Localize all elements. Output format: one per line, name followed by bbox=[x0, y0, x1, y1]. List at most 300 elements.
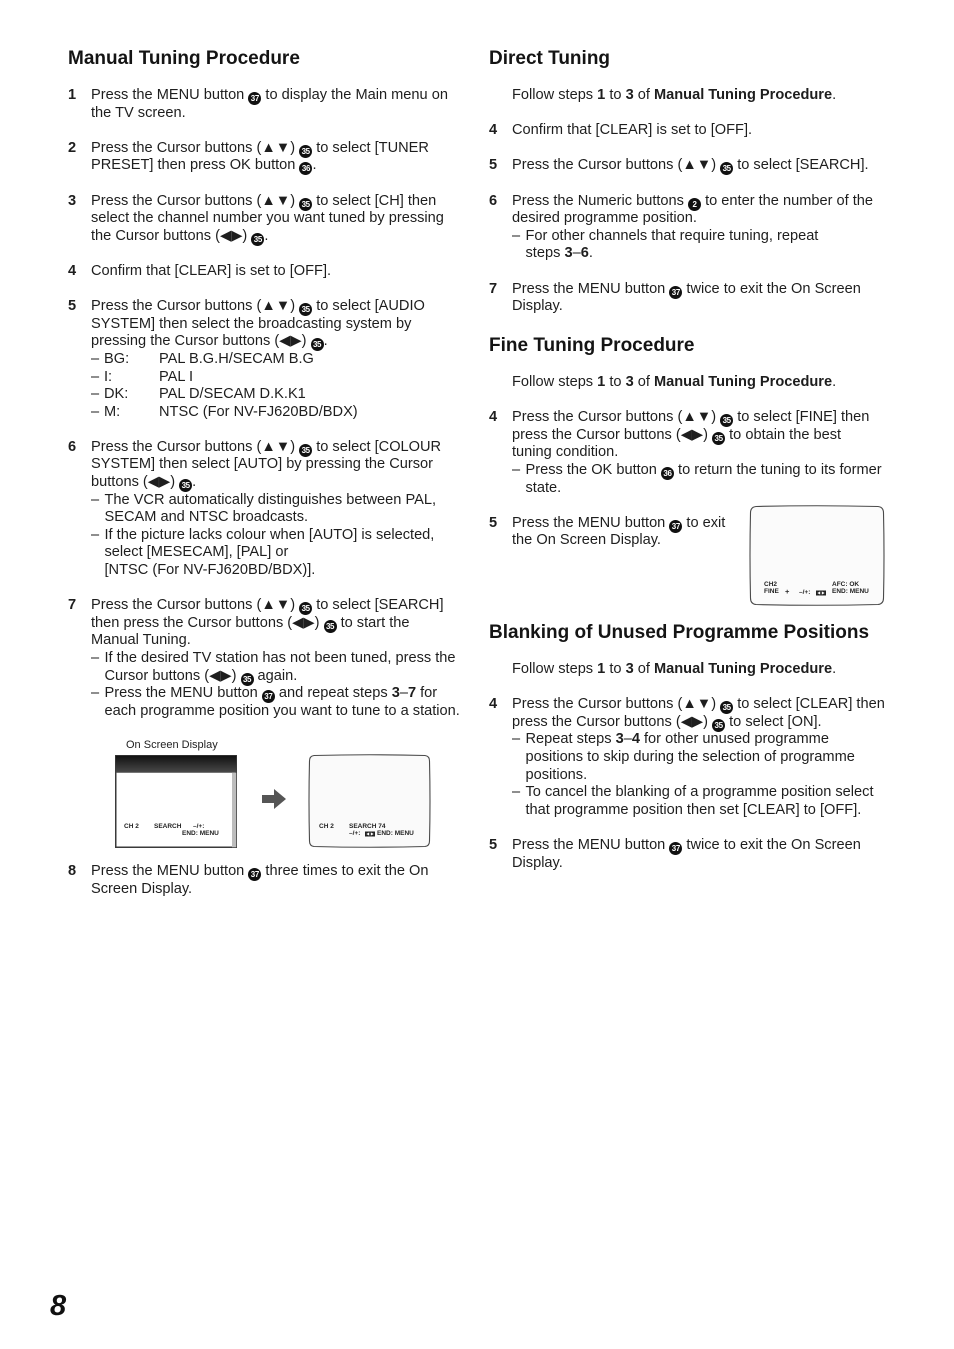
step-number: 5 bbox=[489, 157, 498, 174]
text-segment: . bbox=[323, 333, 328, 350]
osd-diagram bbox=[68, 738, 468, 848]
text-segment: . bbox=[264, 227, 269, 244]
text-line bbox=[91, 456, 468, 474]
text-line bbox=[91, 881, 468, 899]
text-line bbox=[91, 439, 468, 457]
indent-spacer bbox=[489, 87, 512, 105]
step-number: 4 bbox=[489, 122, 498, 139]
button-number-badge: 35 bbox=[324, 620, 337, 633]
osd-mode: SEARCH 74 bbox=[349, 822, 386, 830]
text-segment: select [MESECAM], [PAL] or bbox=[104, 544, 289, 561]
steps-list bbox=[68, 87, 468, 720]
text-segment: twice to exit the On Screen bbox=[682, 836, 861, 853]
bold-text: Manual Tuning Procedure bbox=[653, 661, 833, 677]
intro-text bbox=[489, 374, 909, 392]
text-line bbox=[526, 767, 855, 785]
text-line bbox=[105, 562, 435, 580]
note-text bbox=[105, 650, 456, 685]
text-segment: Repeat steps bbox=[525, 731, 616, 748]
list-dash: – bbox=[91, 526, 100, 543]
text-segment: Press the Cursor buttons (▲▼) bbox=[512, 696, 721, 713]
osd-channel: CH 2 bbox=[319, 822, 334, 830]
text-segment: Follow steps bbox=[512, 661, 598, 677]
text-line bbox=[512, 193, 909, 211]
page-number: 8 bbox=[50, 1290, 67, 1322]
intro-text bbox=[489, 661, 909, 679]
note-item bbox=[91, 492, 468, 527]
note-item bbox=[91, 650, 468, 685]
note-text bbox=[105, 492, 437, 527]
text-segment: . bbox=[832, 374, 837, 390]
step-body bbox=[91, 193, 468, 246]
text-line bbox=[512, 281, 909, 299]
button-number-badge: 35 bbox=[299, 198, 312, 211]
text-line bbox=[526, 480, 882, 498]
button-number-badge: 35 bbox=[299, 444, 312, 457]
step-6 bbox=[489, 193, 909, 263]
text-segment: Press the Cursor buttons (▲▼) bbox=[512, 157, 721, 174]
list-dash: – bbox=[91, 685, 100, 702]
text-segment: buttons (◀▶) bbox=[91, 474, 180, 491]
indent-spacer bbox=[489, 374, 512, 392]
button-number-badge: 37 bbox=[669, 842, 682, 855]
text-segment: . bbox=[832, 87, 837, 103]
text-segment: tuning condition. bbox=[512, 444, 619, 461]
text-line bbox=[91, 316, 468, 334]
list-dash: – bbox=[512, 227, 521, 244]
text-line bbox=[91, 140, 468, 158]
osd-end-hint: END: MENU bbox=[182, 829, 219, 837]
steps-list bbox=[68, 863, 468, 898]
system-code: M: bbox=[104, 403, 121, 420]
text-segment: desired programme position. bbox=[512, 210, 697, 227]
text-segment: PRESET] then press OK button bbox=[91, 157, 300, 174]
text-line bbox=[526, 228, 819, 246]
osd-afc-status: AFC: OK bbox=[832, 581, 860, 588]
step-number: 7 bbox=[68, 597, 77, 614]
step-body bbox=[512, 87, 909, 105]
text-segment: to select [COLOUR bbox=[312, 438, 442, 455]
step-7 bbox=[68, 597, 468, 720]
button-number-badge: 37 bbox=[669, 520, 682, 533]
note-item bbox=[512, 462, 909, 497]
text-segment: each programme position you want to tune to a station. bbox=[104, 702, 460, 719]
text-line bbox=[91, 597, 468, 615]
text-line bbox=[91, 474, 468, 492]
text-segment: Press the Cursor buttons (▲▼) bbox=[91, 192, 300, 209]
text-line bbox=[512, 298, 909, 316]
text-line bbox=[526, 462, 882, 480]
text-segment: . bbox=[312, 157, 317, 174]
bold-text: 3 bbox=[564, 245, 573, 262]
text-segment: that programme position then set [CLEAR] to [OFF]. bbox=[525, 801, 862, 818]
note-item bbox=[91, 685, 468, 720]
step-1 bbox=[68, 87, 468, 122]
text-segment: to bbox=[605, 374, 626, 390]
bold-text: Manual Tuning Procedure bbox=[653, 374, 833, 390]
tv-screen-after bbox=[308, 754, 431, 848]
step-number: 3 bbox=[68, 192, 77, 209]
text-segment: Cursor buttons (◀▶) bbox=[104, 667, 241, 684]
osd-end-hint: END: MENU bbox=[832, 588, 869, 595]
button-number-badge: 35 bbox=[251, 233, 264, 246]
text-segment: state. bbox=[525, 479, 562, 496]
text-line bbox=[91, 333, 468, 351]
text-segment: the Cursor buttons (◀▶) bbox=[91, 227, 252, 244]
text-segment: [NTSC (For NV-FJ620BD/BDX)]. bbox=[104, 562, 316, 579]
step-body bbox=[512, 837, 909, 872]
note-text bbox=[526, 731, 855, 784]
text-segment: Press the Cursor buttons (▲▼) bbox=[91, 139, 300, 156]
osd-label: On Screen Display bbox=[126, 738, 218, 751]
list-dash: – bbox=[91, 386, 100, 403]
bold-text: 3 bbox=[615, 731, 624, 748]
text-segment: Press the MENU button bbox=[512, 836, 670, 853]
list-dash: – bbox=[512, 461, 521, 478]
step-body bbox=[512, 157, 909, 175]
text-segment: Press the Cursor buttons (▲▼) bbox=[91, 438, 300, 455]
step-number: 4 bbox=[68, 262, 77, 279]
step-5 bbox=[489, 837, 909, 872]
text-line bbox=[91, 863, 468, 881]
text-segment: to select [AUDIO bbox=[312, 298, 425, 315]
text-line bbox=[512, 696, 909, 714]
broadcast-system-row bbox=[91, 386, 468, 404]
step-3 bbox=[68, 193, 468, 246]
text-line bbox=[512, 374, 909, 392]
text-segment: of bbox=[633, 374, 654, 390]
step-body bbox=[91, 298, 468, 421]
button-number-badge: 36 bbox=[299, 162, 312, 175]
text-segment: press the Cursor buttons (◀▶) bbox=[512, 713, 713, 730]
text-line bbox=[91, 632, 468, 650]
indent-spacer bbox=[489, 661, 512, 679]
text-segment: – bbox=[623, 731, 632, 748]
button-number-badge: 35 bbox=[299, 602, 312, 615]
text-segment: the TV screen. bbox=[91, 104, 186, 121]
button-number-badge: 35 bbox=[712, 719, 725, 732]
text-segment: – bbox=[572, 245, 581, 262]
section-direct-tuning bbox=[489, 48, 909, 333]
text-segment: Press the Cursor buttons (▲▼) bbox=[91, 597, 300, 614]
text-segment: . bbox=[192, 474, 197, 491]
text-line bbox=[526, 245, 819, 263]
text-segment: to exit bbox=[682, 514, 726, 531]
note-item bbox=[512, 784, 909, 819]
button-number-badge: 37 bbox=[262, 690, 275, 703]
text-segment: for other unused programme bbox=[639, 731, 829, 748]
text-segment: to display the Main menu on bbox=[261, 87, 448, 103]
step-body bbox=[91, 439, 468, 580]
steps-list bbox=[489, 661, 909, 872]
button-number-badge: 35 bbox=[720, 162, 733, 175]
step-body bbox=[512, 696, 909, 819]
text-segment: Screen Display. bbox=[91, 880, 193, 897]
bold-text: Manual Tuning Procedure bbox=[653, 87, 833, 103]
section-heading: Manual Tuning Procedure bbox=[68, 48, 300, 69]
step-body bbox=[91, 87, 468, 122]
note-text bbox=[105, 527, 435, 580]
text-segment: To cancel the blanking of a programme position select bbox=[525, 784, 874, 801]
text-segment: and repeat steps bbox=[274, 685, 392, 702]
list-dash: – bbox=[91, 368, 100, 385]
system-description: NTSC (For NV-FJ620BD/BDX) bbox=[159, 403, 358, 420]
cursor-buttons-icon bbox=[816, 590, 826, 596]
section-fine-tuning bbox=[489, 335, 909, 596]
section-heading: Direct Tuning bbox=[489, 48, 611, 69]
text-segment: press the Cursor buttons (◀▶) bbox=[512, 426, 713, 443]
text-segment: to start the bbox=[336, 614, 410, 631]
text-line bbox=[512, 122, 909, 140]
osd-plus-sign: + bbox=[785, 587, 790, 596]
step-body bbox=[512, 122, 909, 140]
text-segment: to select [SEARCH]. bbox=[733, 157, 869, 174]
right-arrow-icon bbox=[262, 789, 286, 809]
bold-text: 3 bbox=[625, 87, 634, 103]
text-segment: Press the OK button bbox=[525, 461, 661, 478]
step-body bbox=[91, 597, 468, 720]
osd-adjust-hint: –/+: bbox=[799, 589, 811, 596]
step-body bbox=[91, 863, 468, 898]
button-number-badge: 35 bbox=[712, 432, 725, 445]
note-text bbox=[105, 685, 460, 720]
text-segment: the On Screen Display. bbox=[512, 532, 661, 549]
step-body bbox=[91, 263, 468, 281]
broadcast-system-row bbox=[91, 404, 468, 422]
step-5 bbox=[68, 298, 468, 421]
text-segment: to select [TUNER bbox=[312, 139, 429, 156]
text-line bbox=[512, 661, 909, 679]
step-4 bbox=[489, 122, 909, 140]
text-segment: pressing the Cursor buttons (◀▶) bbox=[91, 333, 311, 350]
step-5 bbox=[489, 157, 909, 175]
text-line bbox=[512, 427, 909, 445]
text-segment: to select [ON]. bbox=[725, 713, 822, 730]
text-segment: If the desired TV station has not been tuned, press the bbox=[104, 650, 456, 666]
bold-text: 4 bbox=[631, 731, 640, 748]
step-number: 4 bbox=[489, 696, 498, 713]
step-number: 6 bbox=[68, 438, 77, 455]
button-number-badge: 35 bbox=[299, 303, 312, 316]
note-text bbox=[526, 462, 882, 497]
text-segment: to return the tuning to its former bbox=[673, 461, 882, 478]
text-segment: . bbox=[588, 245, 593, 262]
text-line bbox=[91, 298, 468, 316]
text-line bbox=[526, 802, 874, 820]
text-line bbox=[91, 157, 468, 175]
text-segment: Press the Cursor buttons (▲▼) bbox=[91, 298, 300, 315]
text-line bbox=[512, 157, 909, 175]
step-number: 8 bbox=[68, 862, 77, 879]
step-body bbox=[91, 140, 468, 175]
text-segment: to enter the number of the bbox=[701, 192, 874, 209]
text-segment: of bbox=[633, 87, 654, 103]
text-line bbox=[526, 784, 874, 802]
system-code: I: bbox=[104, 368, 113, 385]
note-item bbox=[512, 228, 909, 263]
bold-text: 1 bbox=[597, 87, 606, 103]
text-line bbox=[512, 714, 909, 732]
text-segment: Press the MENU button bbox=[91, 87, 249, 103]
system-code: BG: bbox=[104, 350, 130, 367]
step-body bbox=[512, 409, 909, 497]
text-segment: three times to exit the On bbox=[261, 862, 429, 879]
list-dash: – bbox=[91, 650, 100, 666]
text-segment: again. bbox=[253, 667, 298, 684]
text-line bbox=[512, 409, 909, 427]
text-segment: SECAM and NTSC broadcasts. bbox=[104, 509, 309, 526]
text-segment: Follow steps bbox=[512, 374, 598, 390]
button-number-badge: 35 bbox=[720, 414, 733, 427]
text-segment: to select [CH] then bbox=[312, 192, 437, 209]
text-segment: If the picture lacks colour when [AUTO] is selected, bbox=[104, 526, 435, 543]
step-number: 5 bbox=[489, 836, 498, 853]
text-line bbox=[91, 193, 468, 211]
list-dash: – bbox=[91, 403, 100, 420]
button-number-badge: 37 bbox=[248, 92, 261, 105]
bold-text: 6 bbox=[580, 245, 589, 262]
text-segment: Press the Numeric buttons bbox=[512, 192, 689, 209]
section-manual-tuning bbox=[68, 48, 468, 916]
note-text bbox=[526, 228, 819, 263]
text-segment: SYSTEM] then select the broadcasting system by bbox=[91, 315, 412, 332]
text-segment: select the channel number you want tuned by pressing bbox=[91, 210, 444, 227]
text-segment: to bbox=[605, 661, 626, 677]
step-number: 5 bbox=[489, 514, 498, 531]
osd-adjust-hint: –/+: bbox=[349, 829, 361, 837]
step-number: 5 bbox=[68, 298, 77, 315]
bold-text: 1 bbox=[597, 374, 606, 390]
section-heading: Blanking of Unused Programme Positions bbox=[489, 622, 870, 643]
list-dash: – bbox=[91, 350, 100, 367]
tv-screen-before bbox=[115, 755, 237, 848]
bold-text: 3 bbox=[625, 661, 634, 677]
button-number-badge: 37 bbox=[669, 286, 682, 299]
text-line bbox=[105, 685, 460, 703]
text-segment: Press the Cursor buttons (▲▼) bbox=[512, 409, 721, 426]
note-text bbox=[526, 784, 874, 819]
text-segment: Follow steps bbox=[512, 87, 598, 103]
text-line bbox=[105, 544, 435, 562]
step-body bbox=[512, 661, 909, 679]
text-line bbox=[91, 263, 468, 281]
osd-channel: CH 2 bbox=[124, 822, 139, 830]
button-number-badge: 35 bbox=[720, 701, 733, 714]
text-line bbox=[91, 87, 468, 105]
text-segment: to bbox=[605, 87, 626, 103]
note-item bbox=[512, 731, 909, 784]
text-segment: – bbox=[399, 685, 408, 702]
section-blanking bbox=[489, 622, 909, 890]
step-number: 2 bbox=[68, 139, 77, 156]
step-8 bbox=[68, 863, 468, 898]
tv-screen-fine bbox=[749, 505, 885, 606]
step-body bbox=[512, 374, 909, 392]
text-segment: Display. bbox=[512, 298, 563, 315]
text-line bbox=[105, 668, 456, 686]
button-number-badge: 35 bbox=[311, 338, 324, 351]
broadcast-system-row bbox=[91, 369, 468, 387]
text-line bbox=[91, 615, 468, 633]
section-heading: Fine Tuning Procedure bbox=[489, 335, 695, 356]
text-segment: Manual Tuning. bbox=[91, 632, 191, 649]
osd-mode: SEARCH bbox=[154, 822, 182, 830]
step-4 bbox=[489, 696, 909, 819]
button-number-badge: 35 bbox=[241, 673, 254, 686]
osd-mode: FINE bbox=[764, 588, 779, 595]
text-segment: Confirm that [CLEAR] is set to [OFF]. bbox=[91, 262, 332, 279]
step-number: 6 bbox=[489, 192, 498, 209]
text-segment: twice to exit the On Screen bbox=[682, 280, 861, 297]
text-line bbox=[105, 650, 456, 668]
text-line bbox=[512, 837, 909, 855]
text-segment: of bbox=[633, 661, 654, 677]
system-description: PAL B.G.H/SECAM B.G bbox=[159, 350, 314, 367]
text-segment: to obtain the best bbox=[725, 426, 842, 443]
text-line bbox=[91, 105, 468, 123]
text-line bbox=[526, 731, 855, 749]
text-line bbox=[526, 749, 855, 767]
broadcast-system-row bbox=[91, 351, 468, 369]
text-line bbox=[512, 87, 909, 105]
text-segment: Press the MENU button bbox=[512, 514, 670, 531]
text-line bbox=[105, 703, 460, 721]
text-segment: Press the MENU button bbox=[104, 685, 262, 702]
text-segment: SYSTEM] then select [AUTO] by pressing the Cursor bbox=[91, 456, 434, 473]
osd-channel: CH2 bbox=[764, 581, 778, 588]
step-2 bbox=[68, 140, 468, 175]
bold-text: 7 bbox=[407, 685, 417, 702]
intro-text bbox=[489, 87, 909, 105]
osd-end-hint: END: MENU bbox=[377, 829, 414, 837]
button-number-badge: 35 bbox=[299, 145, 312, 158]
text-line bbox=[105, 509, 437, 527]
step-number: 4 bbox=[489, 409, 498, 426]
bold-text: 1 bbox=[597, 661, 606, 677]
text-line bbox=[512, 210, 909, 228]
cursor-buttons-icon bbox=[365, 831, 375, 837]
system-description: PAL I bbox=[159, 368, 194, 385]
system-code: DK: bbox=[104, 386, 129, 403]
button-number-badge: 35 bbox=[179, 479, 192, 492]
text-line bbox=[512, 855, 909, 873]
text-segment: positions to skip during the selection of programme bbox=[525, 748, 855, 765]
text-segment: . bbox=[832, 661, 837, 677]
text-segment: to select [CLEAR] then bbox=[733, 696, 885, 713]
text-line bbox=[91, 228, 468, 246]
step-4 bbox=[489, 409, 909, 497]
text-segment: The VCR automatically distinguishes between PAL, bbox=[104, 491, 437, 508]
text-segment: for bbox=[416, 685, 438, 702]
text-segment: For other channels that require tuning, repeat bbox=[525, 227, 819, 244]
bold-text: 3 bbox=[391, 685, 400, 702]
list-dash: – bbox=[512, 784, 521, 801]
step-number: 1 bbox=[68, 87, 77, 103]
system-description: PAL D/SECAM D.K.K1 bbox=[159, 386, 306, 403]
step-number: 7 bbox=[489, 280, 498, 297]
text-segment: Press the MENU button bbox=[512, 280, 670, 297]
text-segment: Display. bbox=[512, 854, 563, 871]
text-line bbox=[105, 527, 435, 545]
bold-text: 3 bbox=[625, 374, 634, 390]
text-segment: Press the MENU button bbox=[91, 862, 249, 879]
step-6 bbox=[68, 439, 468, 580]
list-dash: – bbox=[91, 491, 100, 508]
button-number-badge: 37 bbox=[248, 868, 261, 881]
text-line bbox=[512, 444, 909, 462]
steps-list bbox=[489, 87, 909, 316]
text-segment: Confirm that [CLEAR] is set to [OFF]. bbox=[512, 122, 753, 139]
